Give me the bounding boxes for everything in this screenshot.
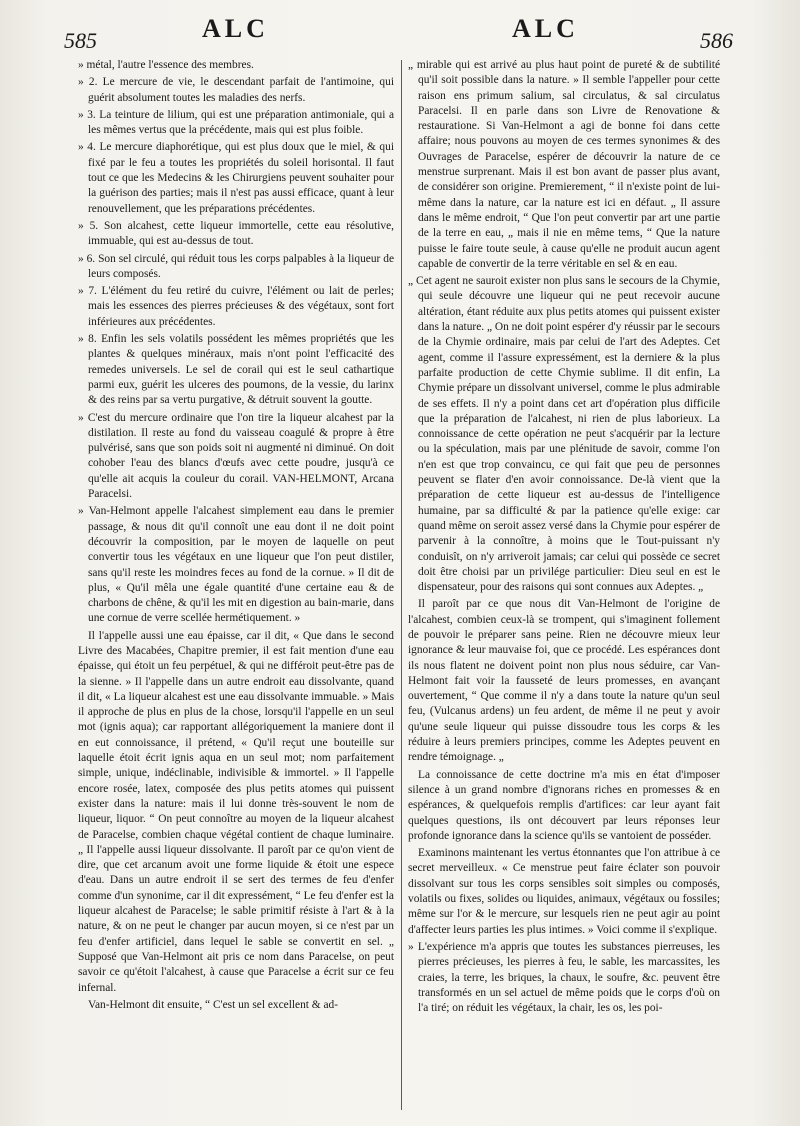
page-number-right: 586 (700, 28, 733, 53)
paragraph: » 4. Le mercure diaphorétique, qui est plus doux que le miel, & qui fixé par le feu a toutes les propriétés du soleil horisontal. Il faut tout ce que les Medecins & les Chirurgiens peuvent souhaiter pour la guérison des parties; mais il n'est pas aussi efficace, quant à leur renouvellement, que les préparations précédentes. (78, 141, 394, 215)
paragraph: „ Cet agent ne sauroit exister non plus sans le secours de la Chymie, qui seule découvre une liqueur qui ne peut recevoir aucune altération, étant réduite aux plus petits atomes qui puissent exister dans la nature. „ On ne doit point espérer d'y réussir par le secours de la Chymie ordinaire, mais par celui de l'art des Adeptes. Cet agent, comme il l'assure expressément, est la derniere & la plus parfaite production de cette Chymie sublime. Il dit enfin, La Chymie prépare un dissolvant universel, comme le plus admirable de ses effets. Il n'y a point dans cet art d'opération plus difficile que la préparation de l'alcahest, ni rien de plus laborieux. La connoissance de cette opération ne peut s'acquérir par la lecture ou la spéculation, mais par une plénitude de savoir, comme l'on n'en est que trop convaincu, ce qui fait que peu de personnes peuvent se flater d'en avoir connoissance. De-là vient que la préparation de cette liqueur est au-dessus de l'intelligence humaine, par sa difficulté & par la patience qu'elle exige: car quand même on seroit assez versé dans la Chymie pour espérer de parvenir à la connoître, à moins que le Tout-puissant n'y conduisît, on n'y arriveroit jamais; car celui qui possède ce secret doit être choisi par un privilége particulier: Dieu seul en est le dispensateur, pour des raisons qui sont connues aux Adeptes. „ (408, 275, 720, 594)
paragraph: Examinons maintenant les vertus étonnantes que l'on attribue à ce secret merveilleux. « Ce menstrue peut faire éclater son pouvoir dissolvant sur tous les corps sensibles soit simples ou composés, volatils ou fixes, solides ou liquides, animaux, végétaux ou fossiles; même sur l'or & le mercure, sur lesquels rien ne peut agir au point d'affecter leurs parties les plus intimes. » Voici comme il s'explique. (408, 847, 720, 936)
paragraph: » L'expérience m'a appris que toutes les substances pierreuses, les pierres précieuses, les pierres à feu, le sable, les marcassites, les craies, la terre, les briques, la chaux, le soufre, &c. peuvent être transformés en un sel actuel de même poids que le corps d'où on l'a tiré; on réduit les végétaux, la chair, les os, les poi- (408, 940, 720, 1015)
paragraph: » métal, l'autre l'essence des membres. (78, 59, 254, 71)
paragraph: Il paroît par ce que nous dit Van-Helmont de l'origine de l'alcahest, combien ceux-là se trompent, qui s'imaginent follement de pouvoir le préparer sans peine. Rien ne découvre mieux leur ignorance & leur mauvaise foi, que ce procédé. Les espérances dont ils nous flatent ne doivent point non plus nous séduire, car Van-Helmont fait voir la fausseté de leurs promesses, en avançant ouvertement, “ Que comme il n'y a dans toute la nature qu'un seul feu, (Vulcanus ardens) un feu ardent, de même il ne peut y avoir qu'une seule liqueur qui puisse dissoudre tous les corps & les réduire à leurs premiers principes, comme les Adeptes peuvent en rendre témoignage. „ (408, 598, 720, 764)
left-column (78, 58, 394, 1015)
paragraph: „ mirable qui est arrivé au plus haut point de pureté & de subtilité qu'il soit possible dans la nature. » Il semble l'appeller pour cette raison ens primum salium, sal circulatus, & sal circulatus Paracelsi. Il en parle dans son Livre de Renovatione & restauratione. Si Van-Helmont a agi de bonne foi dans cette affaire; nous pouvons au moyen de ces termes synonimes & des Ouvrages de Paracelse, espérer de découvrir la nature de ce menstrue surprenant. Mais il est bon avant de passer plus avant, de considérer son origine. Premierement, “ il n'existe point de lui-même dans la nature, car la nature est ici en défaut. „ Il assure dans le même endroit, “ Que l'on peut convertir par art une partie de la terre en eau, „ mais il nie en même tems, “ Que la nature puisse le faire toute seule, à cause qu'elle ne produit aucun agent capable de convertir de la terre véritable en sel & en eau. (408, 59, 720, 270)
paragraph: » C'est du mercure ordinaire que l'on tire la liqueur alcahest par la distilation. Il reste au fond du vaisseau coagulé & propre à être pulvérisé, sans que son poids soit ni augmenté ni diminué. On doit cohober l'eau des blancs d'œufs avec cette poudre, jusqu'à ce qu'elle ait acquis la couleur du corail. VAN-HELMONT, Arcana Paracelsi. (78, 411, 394, 501)
paragraph: » 7. L'élément du feu retiré du cuivre, l'élément ou lait de perles; mais les essences des pierres précieuses & des végétaux, sont fort inférieures aux précédentes. (78, 285, 394, 328)
column-divider (401, 60, 402, 1110)
paragraph: » Van-Helmont appelle l'alcahest simplement eau dans le premier passage, & nous dit qu'il connoît une eau dont il ne doit point découvrir la composition, par le moyen de laquelle on peut convertir tous les végétaux en une liqueur que l'on peut distiler, sans qu'il reste les moindres feces au fond de la cornue. » Il dit de plus, « Qu'il mêla une égale quantité d'une certaine eau & de charbons de chêne, & qu'il les mit en digestion au bain-marie, dans une cornue de verre scellée hermétiquement. » (78, 505, 394, 625)
running-head-left: ALC (202, 14, 269, 43)
page-number-left: 585 (64, 28, 97, 53)
paragraph: Van-Helmont dit ensuite, “ C'est un sel excellent & ad- (88, 998, 339, 1011)
right-column (408, 58, 720, 1018)
paragraph: » 6. Son sel circulé, qui réduit tous les corps palpables à la liqueur de leurs composés. (78, 252, 394, 280)
paragraph: » 3. La teinture de lilium, qui est une préparation antimoniale, qui a les mêmes vertus que la précédente, mais qui est plus foible. (78, 108, 394, 137)
paragraph: » 8. Enfin les sels volatils possédent les mêmes propriétés que les plantes & quelques minéraux, mais n'ont point l'efficacité des remedes universels. Le sel de corail qui est le seul cathartique parmi eux, guérit les ulceres des poumons, de la vessie, du larinx & des reins par sa vertu purgative, & détruit souvent la goutte. (78, 333, 394, 407)
paragraph: » 2. Le mercure de vie, le descendant parfait de l'antimoine, qui guérit absolument toutes les maladies des nerfs. (78, 76, 394, 104)
paragraph: » 5. Son alcahest, cette liqueur immortelle, cette eau résolutive, immuable, qui est au-dessus de tout. (78, 219, 394, 248)
paragraph: La connoissance de cette doctrine m'a mis en état d'imposer silence à un grand nombre d'ignorans riches en promesses & en espérances, & quelquefois remplis d'artifices: car leur ayant fait quelques questions, ils ont découvert par leurs réponses leur profonde ignorance dans la science qu'ils se vantoient de posséder. (408, 768, 720, 842)
paragraph: Il l'appelle aussi une eau épaisse, car il dit, « Que dans le second Livre des Macabées, Chapitre premier, il est fait mention d'une eau épaisse, qui étoit un feu perpétuel, & qui ne différoit peut-être pas de la sienne. » Il l'appelle dans un autre endroit eau dissolvante, quand il dit, « La liqueur alcahest est une eau dissolvante immuable. » Mais il approche de plus en plus de la chose, lorsqu'il l'appelle en un seul mot (ignis aqua); car rapportant allégoriquement la maniere dont il en eut connoissance, il prétend, « Qu'il reçut une bouteille sur laquelle étoit écrit ignis aqua en un seul mot; nom parfaitement simple, unique, indéclinable, indivisible & immortel. » Il l'appelle encore rosée, latex, composée des plus petits atomes qui puissent exister dans la nature: mais il lui donne très-souvent le nom de liqueur, liquor. “ On peut connoître au moyen de la liqueur alcahest de Paracelse, combien chaque végétal contient de chaque luminaire. „ Il l'appelle aussi liqueur dissolvante. Il paroît par ce qu'on vient de dire, que cet arcanum avoit une forme liquide & étoit une espece d'eau. Dans un autre endroit il se sert des termes de feu d'enfer comme d'un synonime, car il dit expressément, “ Le feu d'enfer est la liqueur alcahest de Paracelse; le sable primitif résiste à l'art & à la nature, & on ne peut le changer par aucun moyen, si ce n'est par un feu d'enfer artificiel, dans lequel le sable se convertit en sel. „ Supposé que Van-Helmont ait pris ce nom dans Paracelse, on peut savoir ce qu'étoit l'alcahest, à cause que Paracelse a écrit sur ce feu infernal. (78, 629, 394, 994)
running-head-right: ALC (512, 14, 579, 43)
